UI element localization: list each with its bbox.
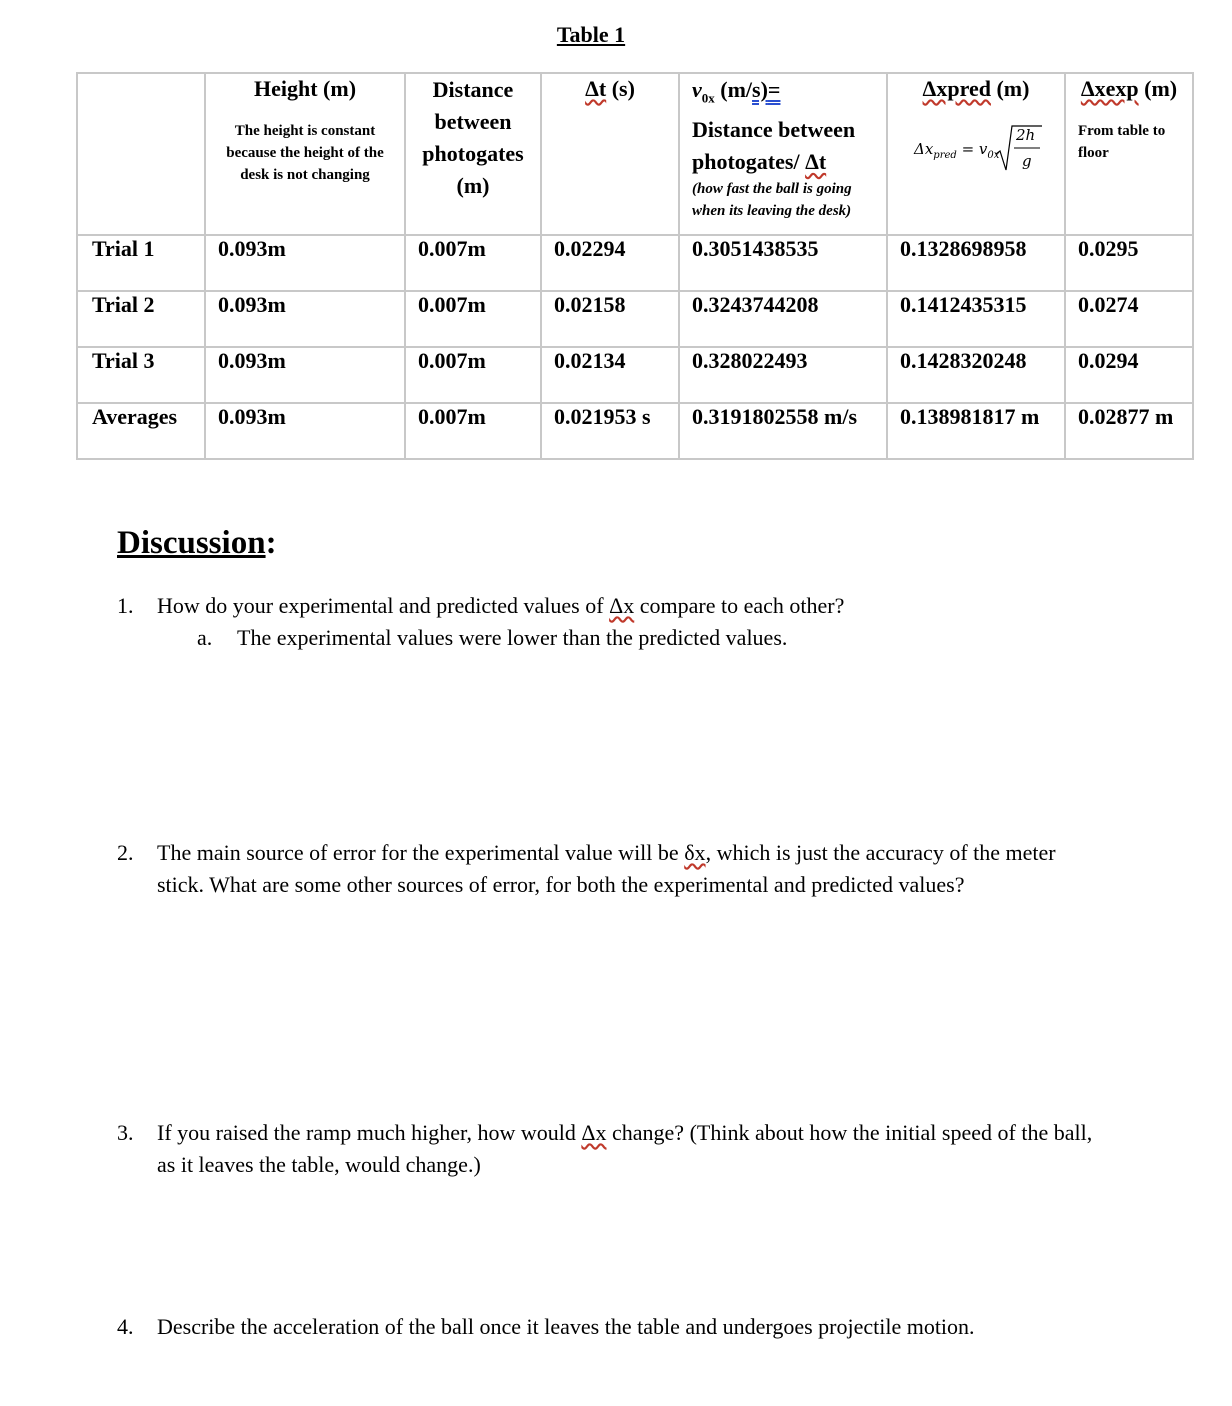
question-3-text-a: If you raised the ramp much higher, how would — [157, 1120, 582, 1145]
cell-dt: 0.021953 s — [554, 404, 651, 429]
header-row — [77, 73, 1193, 235]
cell-exp: 0.0274 — [1078, 292, 1139, 317]
question-1-text-b: compare to each other? — [634, 593, 845, 618]
cell-height: 0.093m — [218, 404, 286, 429]
header-pred — [887, 73, 1065, 235]
answer-1-letter: a. — [197, 625, 213, 650]
header-dt — [541, 73, 679, 235]
discussion-colon: : — [265, 525, 277, 561]
v0x-unit-s: s) — [752, 77, 768, 102]
dt-unit: (s) — [606, 76, 635, 101]
exp-header-note: From table to floor — [1078, 123, 1166, 161]
exp-symbol: Δxexp — [1080, 76, 1139, 101]
question-3-text-b: change? (Think about how the initial speed of the ball, as it leaves the table, would change.) — [157, 1120, 1093, 1177]
v0x-unit: (m/ — [714, 77, 753, 102]
header-corner-cell — [77, 73, 205, 235]
answer-1: The experimental values were lower than the predicted values. — [237, 625, 788, 650]
question-4: Describe the acceleration of the ball once it leaves the table and undergoes projectile motion. — [157, 1314, 975, 1339]
cell-v0x: 0.328022493 — [692, 348, 808, 373]
cell-distance: 0.007m — [418, 404, 486, 429]
question-2-text-b: , which is just the accuracy of the meter stick. What are some other sources of error, for both the experimental and predicted values? — [157, 840, 1056, 897]
v0x-equals: = — [767, 77, 781, 102]
cell-dt: 0.02158 — [554, 292, 626, 317]
cell-dt: 0.02134 — [554, 348, 626, 373]
formula-dx: Δx — [914, 140, 934, 158]
row-label: Averages — [92, 404, 178, 429]
table-row — [77, 235, 1193, 291]
v0x-header-line2: Distance between — [692, 117, 856, 143]
cell-distance: 0.007m — [418, 348, 486, 373]
cell-distance: 0.007m — [418, 292, 486, 317]
cell-pred: 0.138981817 m — [900, 404, 1040, 429]
cell-v0x: 0.3191802558 m/s — [692, 404, 857, 429]
v0x-header-line3: photogates/ — [692, 149, 806, 175]
cell-height: 0.093m — [218, 292, 286, 317]
discussion-title: Discussion — [117, 525, 266, 561]
formula-v: = v — [956, 140, 988, 158]
header-height — [205, 73, 405, 235]
cell-pred: 0.1328698958 — [900, 236, 1027, 261]
table-row — [77, 347, 1193, 403]
cell-exp: 0.02877 m — [1078, 404, 1174, 429]
question-2-text-a: The main source of error for the experimental value will be — [157, 840, 685, 865]
question-2 — [157, 837, 1092, 901]
v0x-symbol: v — [692, 77, 702, 102]
question-1-number: 1. — [117, 593, 134, 618]
v0x-header-note: (how fast the ball is going when its leaving the desk) — [692, 181, 852, 220]
cell-height: 0.093m — [218, 348, 286, 373]
question-3-number: 3. — [117, 1120, 134, 1145]
question-2-number: 2. — [117, 840, 134, 865]
distance-header-line2: between — [434, 109, 512, 134]
header-distance — [405, 73, 541, 235]
cell-v0x: 0.3051438535 — [692, 236, 819, 261]
distance-header-line4: (m) — [456, 173, 490, 198]
discussion-heading — [117, 525, 277, 562]
table-row — [77, 403, 1193, 459]
height-header-label: Height (m) — [253, 76, 357, 101]
row-label: Trial 2 — [92, 292, 155, 317]
cell-exp: 0.0295 — [1078, 236, 1139, 261]
question-1-text-a: How do your experimental and predicted values of — [157, 593, 610, 618]
question-1-dx: Δx — [609, 593, 635, 618]
question-1 — [157, 590, 1117, 622]
row-label: Trial 1 — [92, 236, 155, 261]
dt-symbol: Δt — [585, 76, 607, 101]
formula-0x-sub: 0x — [987, 150, 1000, 161]
formula-pred-sub: pred — [933, 150, 957, 161]
header-exp — [1065, 73, 1193, 235]
cell-pred: 0.1428320248 — [900, 348, 1027, 373]
pred-unit: (m) — [990, 76, 1030, 101]
distance-header-line3: photogates — [422, 141, 524, 166]
v0x-dt-symbol: Δt — [805, 149, 827, 175]
height-header-note: The height is constant because the height of the desk is not changing — [226, 123, 384, 183]
formula-numerator: 2h — [1016, 126, 1036, 144]
cell-dt: 0.02294 — [554, 236, 626, 261]
question-4-number: 4. — [117, 1314, 134, 1339]
cell-v0x: 0.3243744208 — [692, 292, 819, 317]
distance-header-line1: Distance — [432, 77, 514, 102]
question-3-dx: Δx — [581, 1120, 607, 1145]
question-3 — [157, 1117, 1112, 1181]
cell-height: 0.093m — [218, 236, 286, 261]
pred-formula — [888, 116, 1064, 176]
exp-unit: (m) — [1138, 76, 1178, 101]
cell-exp: 0.0294 — [1078, 348, 1139, 373]
question-2-dx: δx — [684, 840, 706, 865]
row-label: Trial 3 — [92, 348, 155, 373]
cell-pred: 0.1412435315 — [900, 292, 1027, 317]
v0x-subscript: 0x — [701, 90, 715, 106]
formula-denominator: g — [1022, 152, 1032, 170]
pred-symbol: Δxpred — [922, 76, 991, 101]
header-v0x — [679, 73, 887, 235]
cell-distance: 0.007m — [418, 236, 486, 261]
table-row — [77, 291, 1193, 347]
results-table — [76, 72, 1194, 460]
table-title: Table 1 — [556, 22, 626, 47]
